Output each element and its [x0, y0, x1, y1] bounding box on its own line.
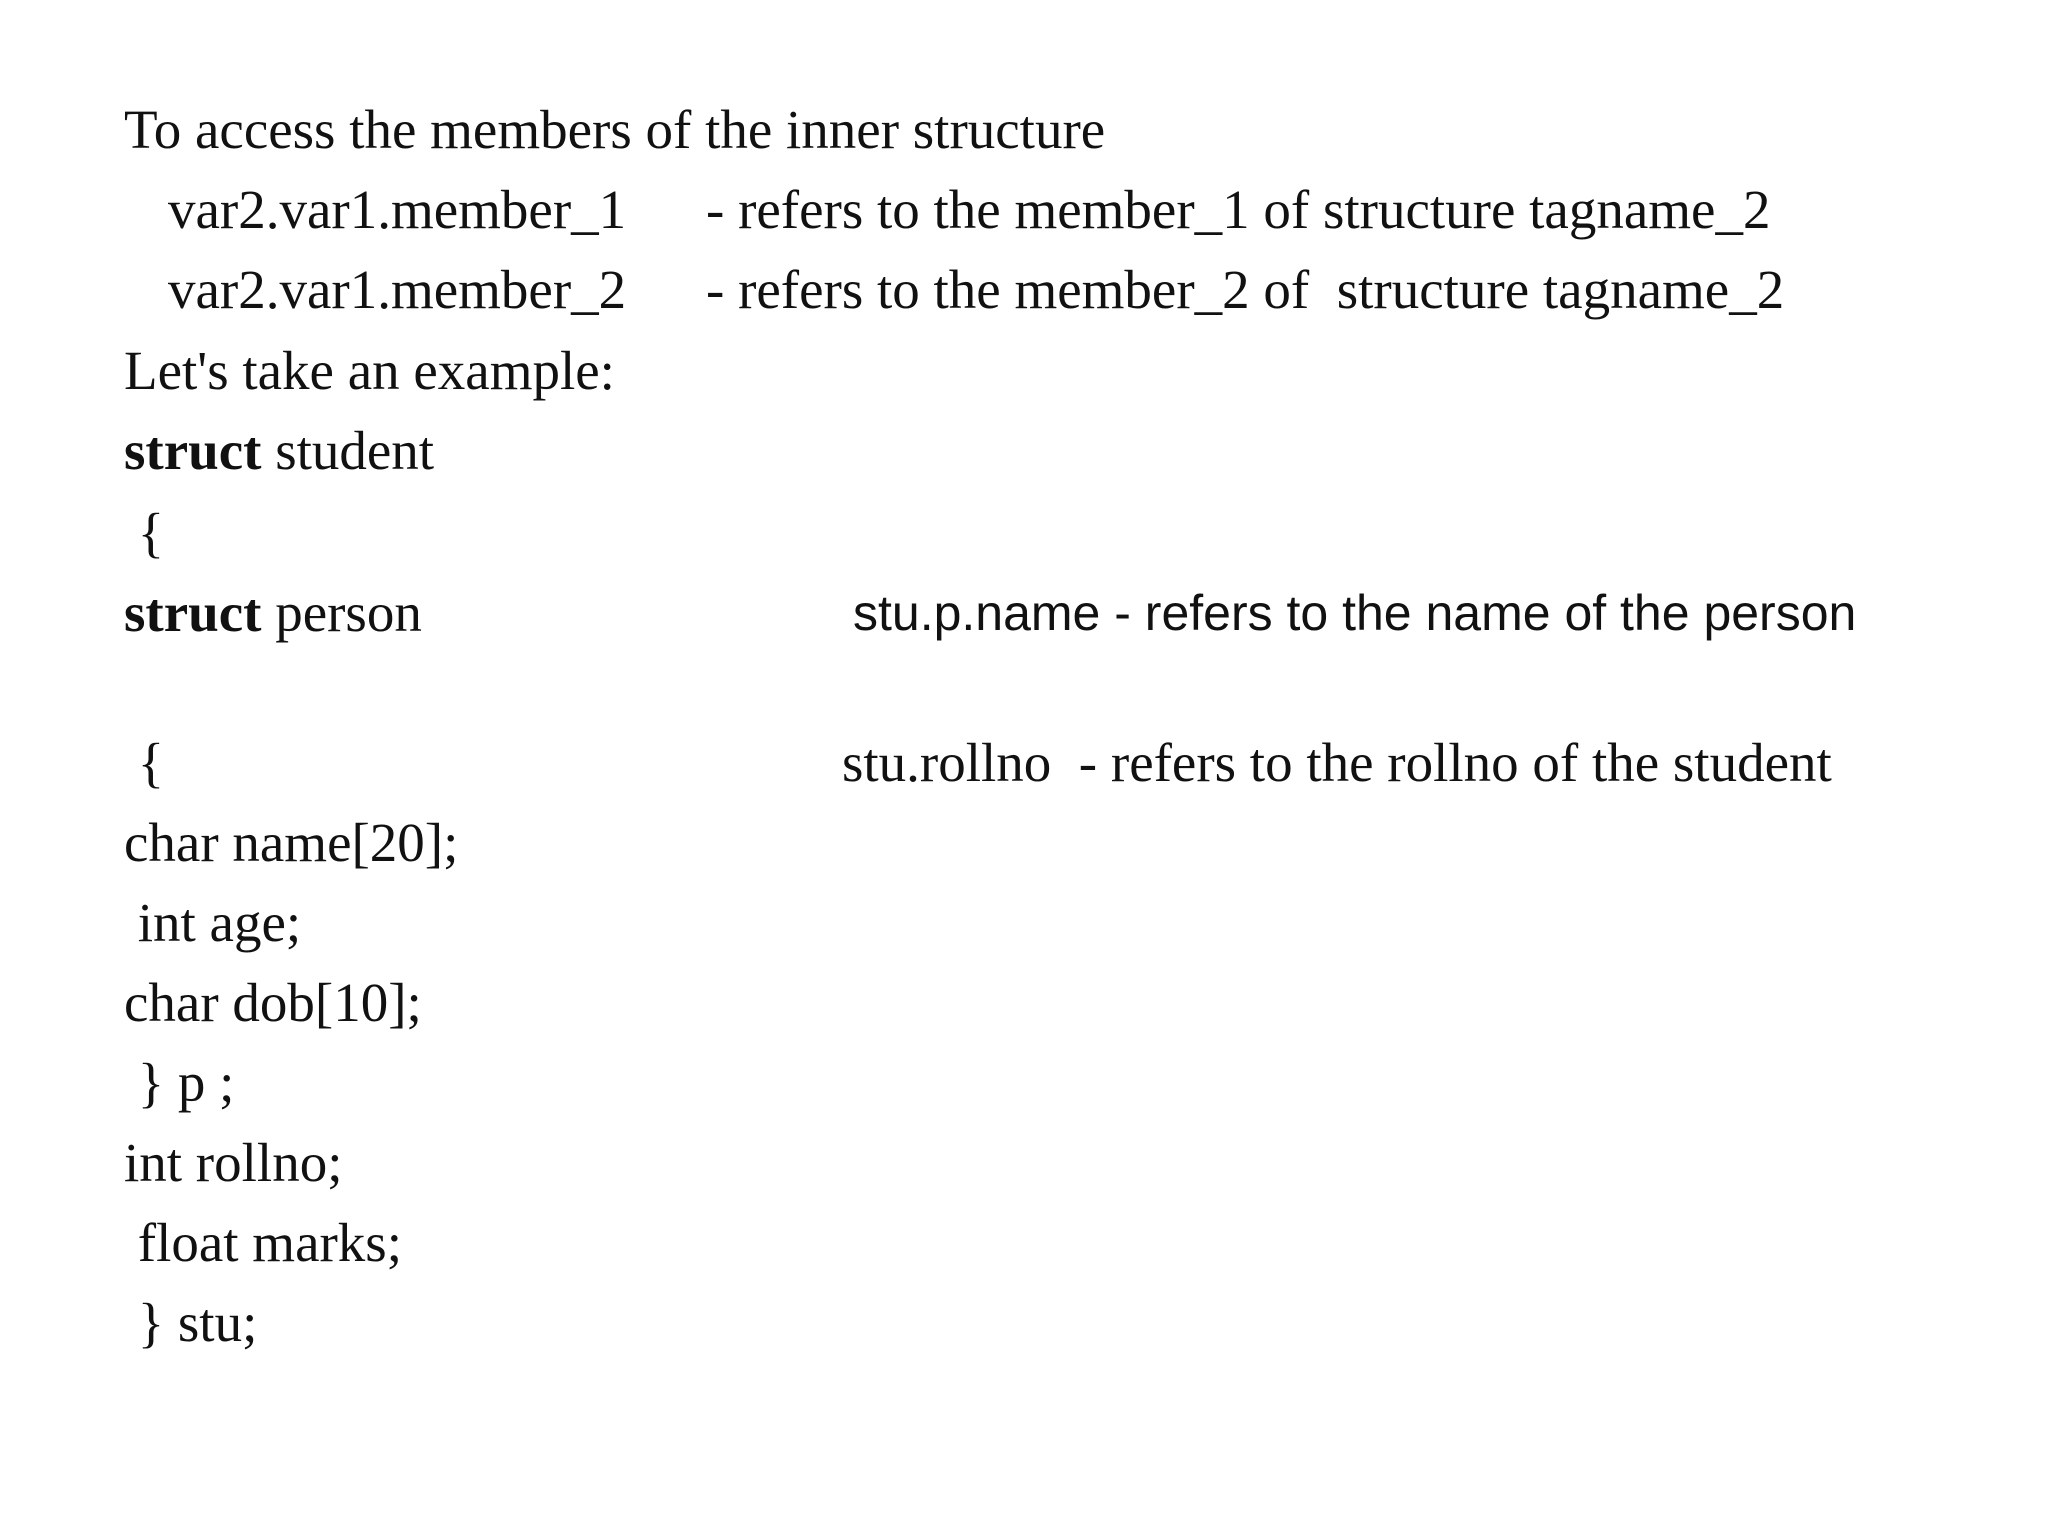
access-desc-2: - refers to the member_2 of structure tagname_2	[706, 259, 1785, 320]
access-expr-2: var2.var1.member_2	[168, 259, 627, 320]
struct-keyword: struct	[124, 582, 262, 643]
example-heading: Let's take an example:	[124, 340, 615, 401]
code-close-inner: } p ;	[124, 1052, 235, 1113]
access-desc-1: - refers to the member_1 of structure tagname_2	[706, 179, 1771, 240]
struct-name-person: person	[261, 582, 422, 643]
access-expr-1: var2.var1.member_1	[168, 179, 627, 240]
note-name: stu.p.name - refers to the name of the person	[853, 585, 1857, 641]
struct-name-student: student	[261, 420, 435, 481]
intro-text: To access the members of the inner structure	[124, 99, 1106, 160]
code-struct-student	[124, 418, 434, 484]
code-member-dob: char dob[10];	[124, 972, 422, 1033]
code-open-brace-outer: {	[124, 502, 165, 563]
note-rollno: stu.rollno - refers to the rollno of the student	[842, 732, 1832, 793]
struct-keyword: struct	[124, 420, 262, 481]
code-member-rollno: int rollno;	[124, 1132, 343, 1193]
code-struct-person	[124, 580, 422, 646]
code-member-name: char name[20];	[124, 812, 459, 873]
code-member-marks: float marks;	[124, 1212, 402, 1273]
code-open-brace-inner: {	[124, 732, 165, 793]
code-close-outer: } stu;	[124, 1292, 258, 1353]
code-member-age: int age;	[124, 892, 302, 953]
